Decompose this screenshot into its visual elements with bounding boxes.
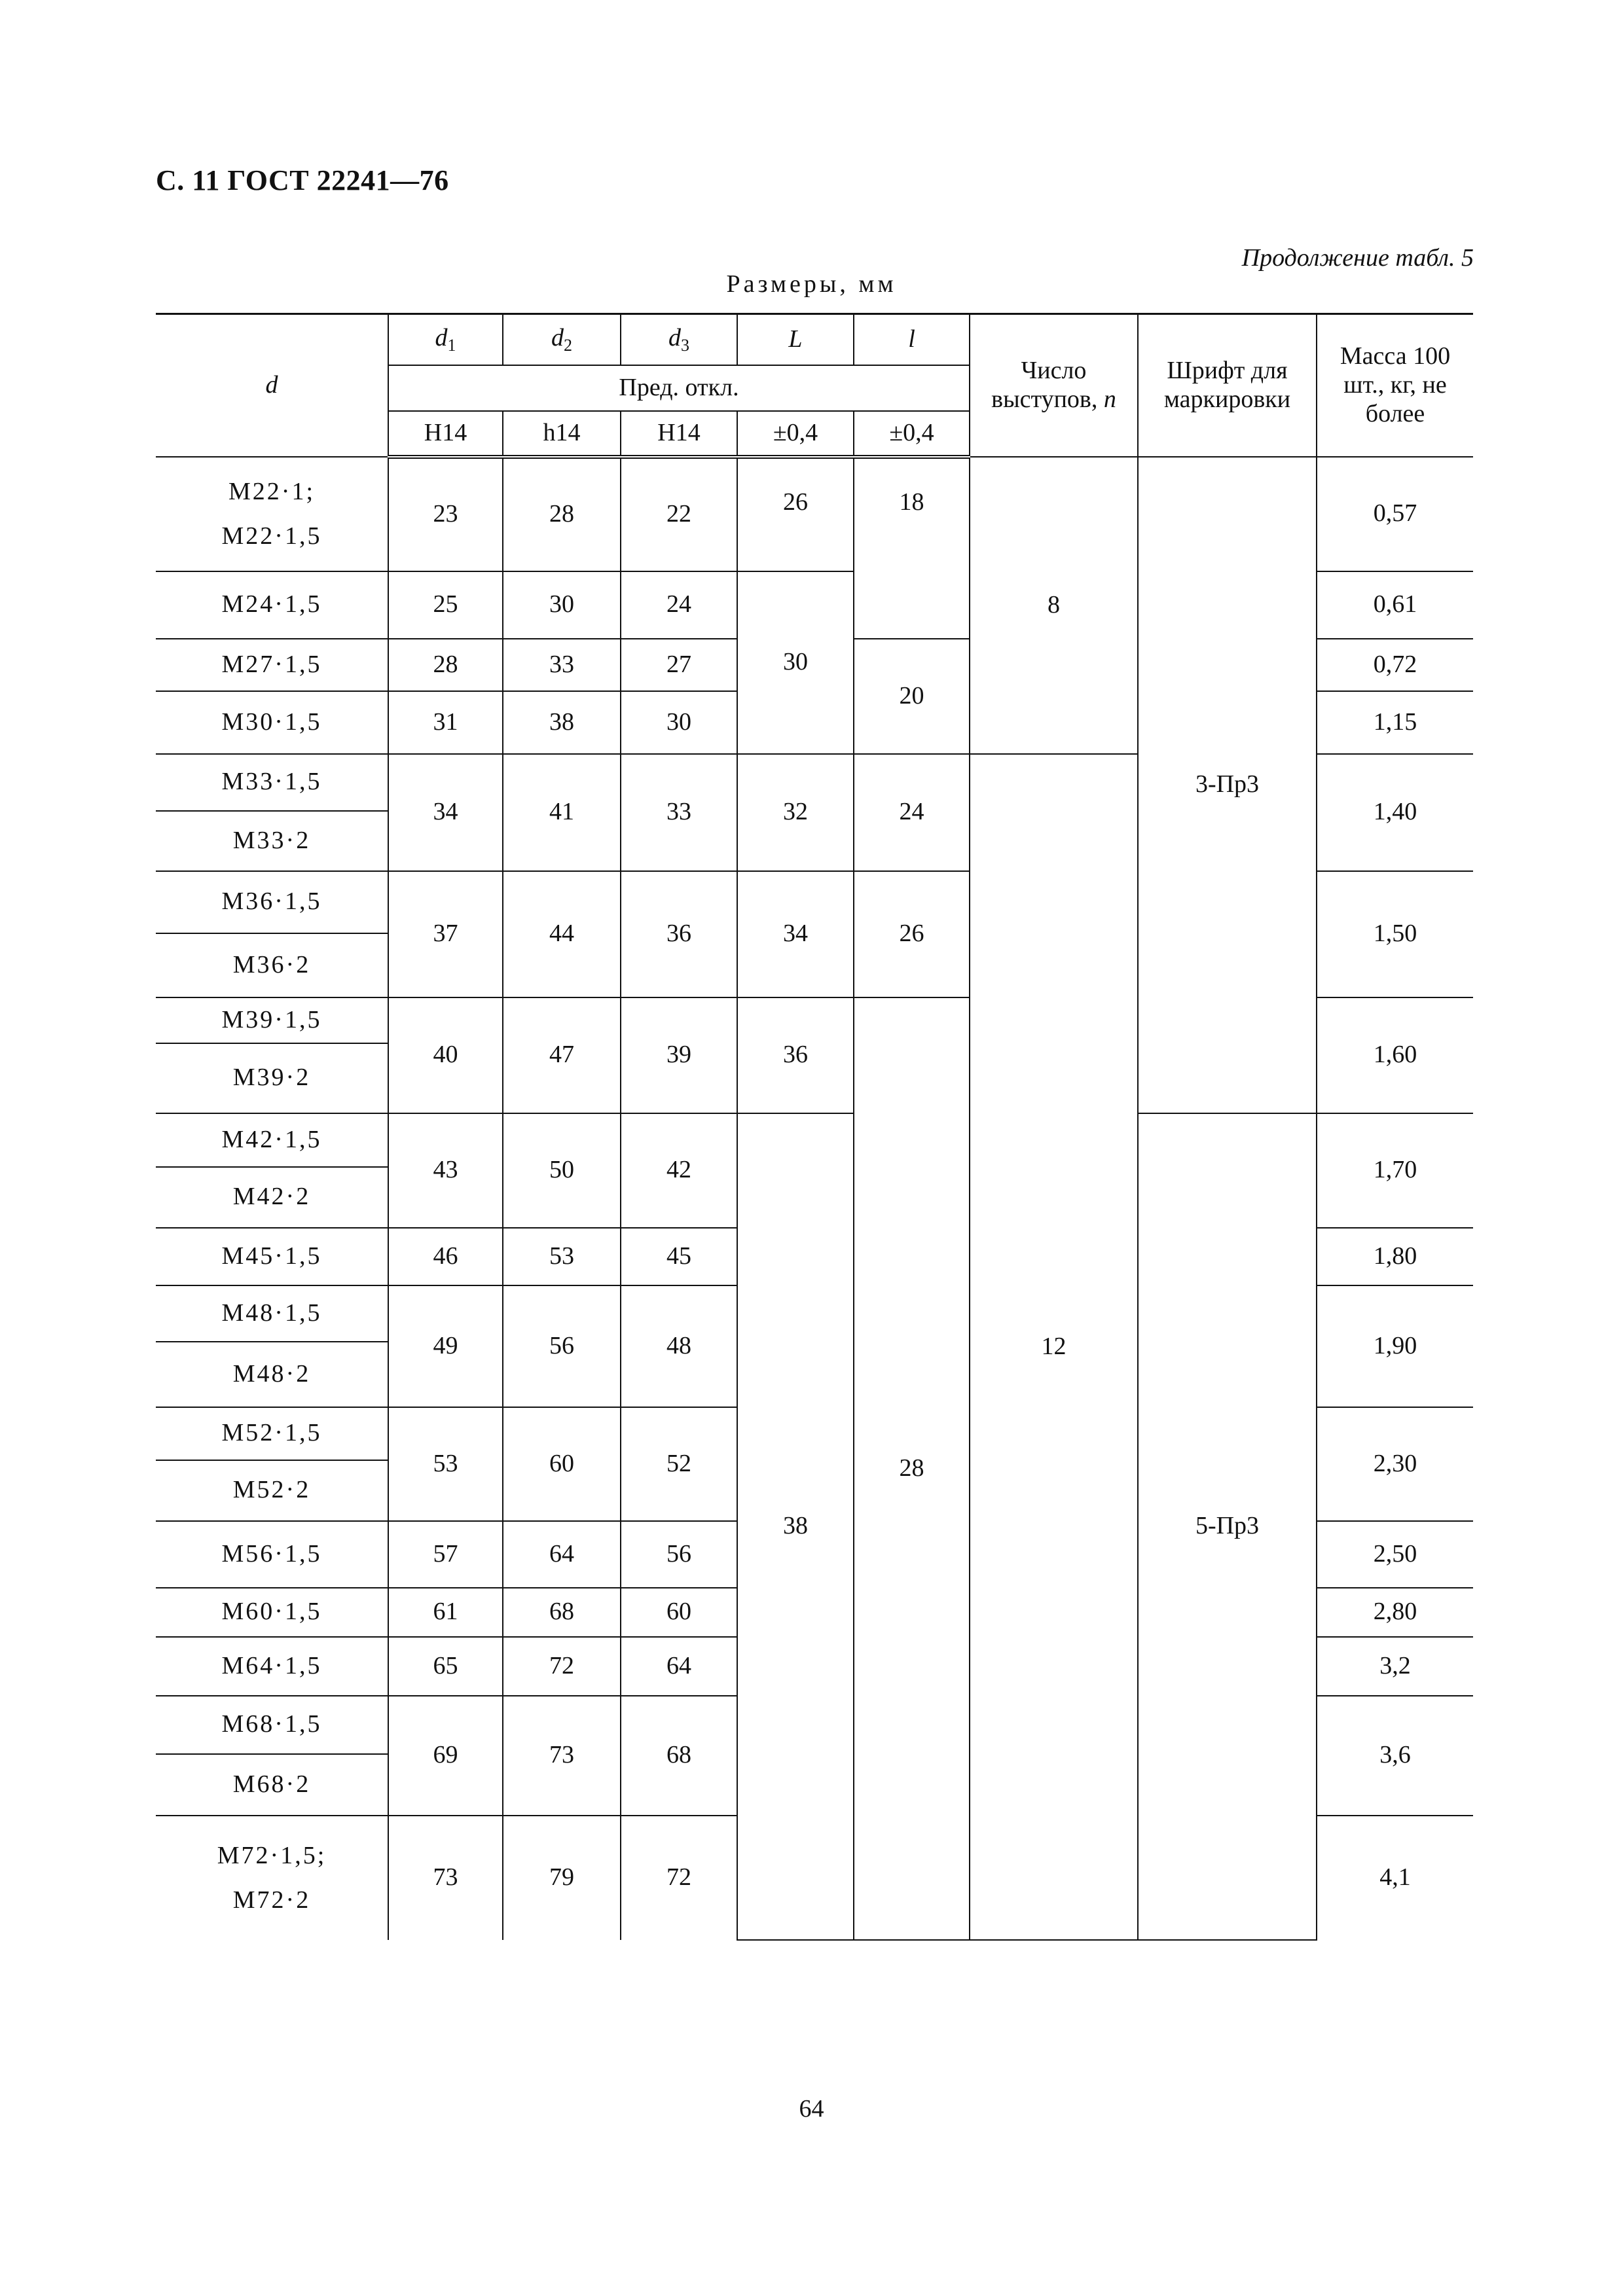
d1-cell: 23 bbox=[388, 457, 503, 571]
header-marking-font: Шрифт для маркировки bbox=[1138, 314, 1317, 457]
d2-cell: 38 bbox=[503, 691, 621, 754]
l-cell: 24 bbox=[854, 754, 970, 871]
d3-cell: 27 bbox=[621, 639, 737, 691]
mass-cell: 1,50 bbox=[1317, 871, 1473, 997]
d1-cell: 61 bbox=[388, 1588, 503, 1637]
marking-font-cell: 3-Пр3 bbox=[1138, 457, 1317, 1113]
tol-d1: H14 bbox=[388, 411, 503, 457]
header-projections: Число выступов, n bbox=[970, 314, 1138, 457]
page-number: 64 bbox=[799, 2095, 824, 2123]
d2-cell: 72 bbox=[503, 1637, 621, 1696]
d1-cell: 57 bbox=[388, 1521, 503, 1588]
L-cell: 32 bbox=[737, 754, 854, 871]
d2-cell: 56 bbox=[503, 1285, 621, 1407]
thread-size-cell: M72·1,5; M72·2 bbox=[156, 1816, 388, 1940]
thread-size-cell: M48·2 bbox=[156, 1342, 388, 1407]
d2-cell: 60 bbox=[503, 1407, 621, 1521]
L-cell: 36 bbox=[737, 997, 854, 1113]
d3-cell: 30 bbox=[621, 691, 737, 754]
d3-cell: 56 bbox=[621, 1521, 737, 1588]
l-cell: 18 bbox=[854, 457, 970, 639]
d2-cell: 50 bbox=[503, 1113, 621, 1228]
L-cell: 34 bbox=[737, 871, 854, 997]
d3-cell: 39 bbox=[621, 997, 737, 1113]
projections-cell: 12 bbox=[970, 754, 1138, 1940]
thread-size-cell: M42·2 bbox=[156, 1167, 388, 1228]
d1-cell: 31 bbox=[388, 691, 503, 754]
projections-cell: 8 bbox=[970, 457, 1138, 754]
d1-cell: 25 bbox=[388, 571, 503, 639]
d1-cell: 49 bbox=[388, 1285, 503, 1407]
mass-cell: 2,80 bbox=[1317, 1588, 1473, 1637]
header-tolerance: Пред. откл. bbox=[388, 365, 970, 411]
L-cell: 26 bbox=[737, 457, 854, 571]
thread-size-cell: M27·1,5 bbox=[156, 639, 388, 691]
dimensions-table bbox=[156, 313, 1473, 1941]
d2-cell: 28 bbox=[503, 457, 621, 571]
l-cell: 28 bbox=[854, 997, 970, 1940]
d2-cell: 44 bbox=[503, 871, 621, 997]
d1-cell: 40 bbox=[388, 997, 503, 1113]
header-d2: $d_2$ bbox=[503, 314, 621, 365]
mass-cell: 0,57 bbox=[1317, 457, 1473, 571]
L-cell: 30 bbox=[737, 571, 854, 754]
d1-cell: 28 bbox=[388, 639, 503, 691]
mass-cell: 1,90 bbox=[1317, 1285, 1473, 1407]
mass-cell: 0,72 bbox=[1317, 639, 1473, 691]
d3-cell: 33 bbox=[621, 754, 737, 871]
tol-L: ±0,4 bbox=[737, 411, 854, 457]
thread-size-cell: M33·1,5 bbox=[156, 754, 388, 811]
mass-cell: 2,50 bbox=[1317, 1521, 1473, 1588]
d2-cell: 41 bbox=[503, 754, 621, 871]
header-mass: Масса 100 шт., кг, не более bbox=[1317, 314, 1473, 457]
d1-cell: 43 bbox=[388, 1113, 503, 1228]
d2-cell: 33 bbox=[503, 639, 621, 691]
thread-size-cell: M60·1,5 bbox=[156, 1588, 388, 1637]
mass-cell: 1,15 bbox=[1317, 691, 1473, 754]
d1-cell: 34 bbox=[388, 754, 503, 871]
thread-size-cell: M56·1,5 bbox=[156, 1521, 388, 1588]
thread-size-cell: M45·1,5 bbox=[156, 1228, 388, 1285]
mass-cell: 1,60 bbox=[1317, 997, 1473, 1113]
table-container bbox=[156, 313, 1473, 1941]
d3-cell: 52 bbox=[621, 1407, 737, 1521]
thread-size-cell: M52·1,5 bbox=[156, 1407, 388, 1460]
d1-cell: 69 bbox=[388, 1696, 503, 1816]
header-d: d bbox=[156, 314, 388, 457]
d2-cell: 79 bbox=[503, 1816, 621, 1940]
table-continuation-label: Продолжение табл. 5 bbox=[1241, 244, 1474, 272]
d1-cell: 37 bbox=[388, 871, 503, 997]
page-title: С. 11 ГОСТ 22241—76 bbox=[156, 164, 449, 196]
header-d1: $d_1$ bbox=[388, 314, 503, 365]
thread-size-cell: M24·1,5 bbox=[156, 571, 388, 639]
thread-size-cell: M64·1,5 bbox=[156, 1637, 388, 1696]
mass-cell: 1,70 bbox=[1317, 1113, 1473, 1228]
mass-cell: 1,40 bbox=[1317, 754, 1473, 871]
d2-cell: 68 bbox=[503, 1588, 621, 1637]
d2-cell: 53 bbox=[503, 1228, 621, 1285]
dimensions-caption: Размеры, мм bbox=[726, 270, 897, 298]
d1-cell: 73 bbox=[388, 1816, 503, 1940]
d1-cell: 46 bbox=[388, 1228, 503, 1285]
thread-size-cell: M36·1,5 bbox=[156, 871, 388, 933]
d3-cell: 45 bbox=[621, 1228, 737, 1285]
d2-cell: 64 bbox=[503, 1521, 621, 1588]
thread-size-cell: M68·1,5 bbox=[156, 1696, 388, 1754]
d3-cell: 72 bbox=[621, 1816, 737, 1940]
L-cell: 38 bbox=[737, 1113, 854, 1940]
table-row bbox=[156, 457, 1473, 571]
d3-cell: 42 bbox=[621, 1113, 737, 1228]
tol-d3: H14 bbox=[621, 411, 737, 457]
table-row bbox=[156, 1113, 1473, 1167]
mass-cell: 3,2 bbox=[1317, 1637, 1473, 1696]
marking-font-cell: 5-Пр3 bbox=[1138, 1113, 1317, 1940]
thread-size-cell: M68·2 bbox=[156, 1754, 388, 1816]
mass-cell: 0,61 bbox=[1317, 571, 1473, 639]
tol-d2: h14 bbox=[503, 411, 621, 457]
d3-cell: 64 bbox=[621, 1637, 737, 1696]
tol-l: ±0,4 bbox=[854, 411, 970, 457]
l-cell: 26 bbox=[854, 871, 970, 997]
thread-size-cell: M42·1,5 bbox=[156, 1113, 388, 1167]
mass-cell: 2,30 bbox=[1317, 1407, 1473, 1521]
header-L: L bbox=[737, 314, 854, 365]
d1-cell: 53 bbox=[388, 1407, 503, 1521]
d2-cell: 73 bbox=[503, 1696, 621, 1816]
mass-cell: 3,6 bbox=[1317, 1696, 1473, 1816]
l-cell: 20 bbox=[854, 639, 970, 754]
d1-cell: 65 bbox=[388, 1637, 503, 1696]
d2-cell: 30 bbox=[503, 571, 621, 639]
thread-size-cell: M22·1; M22·1,5 bbox=[156, 457, 388, 571]
d3-cell: 68 bbox=[621, 1696, 737, 1816]
d3-cell: 22 bbox=[621, 457, 737, 571]
thread-size-cell: M39·1,5 bbox=[156, 997, 388, 1043]
header-l: l bbox=[854, 314, 970, 365]
d3-cell: 60 bbox=[621, 1588, 737, 1637]
thread-size-cell: M48·1,5 bbox=[156, 1285, 388, 1342]
thread-size-cell: M52·2 bbox=[156, 1460, 388, 1521]
header-d3: $d_3$ bbox=[621, 314, 737, 365]
mass-cell: 1,80 bbox=[1317, 1228, 1473, 1285]
d2-cell: 47 bbox=[503, 997, 621, 1113]
thread-size-cell: M36·2 bbox=[156, 933, 388, 997]
mass-cell: 4,1 bbox=[1317, 1816, 1473, 1940]
thread-size-cell: M30·1,5 bbox=[156, 691, 388, 754]
d3-cell: 36 bbox=[621, 871, 737, 997]
d3-cell: 48 bbox=[621, 1285, 737, 1407]
d3-cell: 24 bbox=[621, 571, 737, 639]
thread-size-cell: M33·2 bbox=[156, 811, 388, 871]
thread-size-cell: M39·2 bbox=[156, 1043, 388, 1113]
